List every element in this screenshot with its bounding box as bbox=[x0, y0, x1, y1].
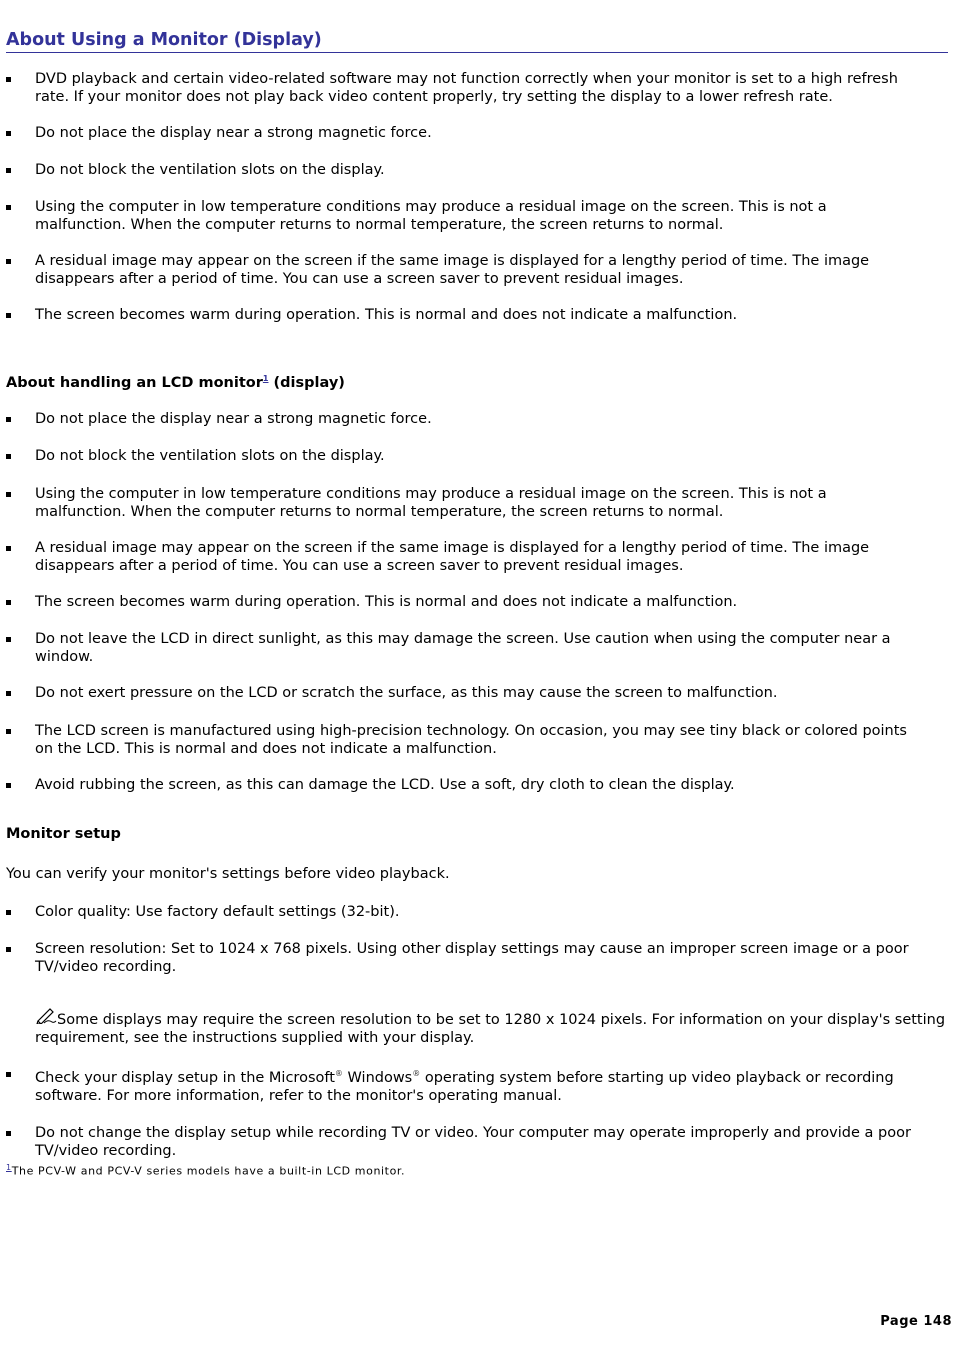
bullet-icon bbox=[6, 454, 11, 459]
pencil-note-icon bbox=[35, 1006, 57, 1029]
list-item: Using the computer in low temperature conditions may produce a residual image on the screen. This is not a malfunction. When the computer returns to normal temperature, the screen returns to normal. bbox=[6, 485, 921, 521]
list-item: Screen resolution: Set to 1024 x 768 pixels. Using other display settings may cause an improper screen image or a poor TV/video recording. bbox=[6, 940, 921, 976]
bullet-icon bbox=[6, 729, 11, 734]
list-item: Do not leave the LCD in direct sunlight, as this may damage the screen. Use caution when using the computer near a window. bbox=[6, 630, 921, 666]
list-item: DVD playback and certain video-related software may not function correctly when your monitor is set to a high refresh rate. If your monitor does not play back video content properly, try setting the display to a lower refresh rate. bbox=[6, 70, 921, 106]
list-item: Do not block the ventilation slots on the display. bbox=[6, 161, 921, 179]
section-heading-lcd: About handling an LCD monitor$^1$ (display) bbox=[6, 374, 345, 391]
bullet-icon bbox=[6, 637, 11, 642]
list-item: Do not exert pressure on the LCD or scratch the surface, as this may cause the screen to malfunction. bbox=[6, 684, 921, 702]
section3-list-b bbox=[6, 1065, 921, 1160]
note-box: Some displays may require the screen resolution to be set to 1280 x 1024 pixels. For information on your display's setting requirement, see the instructions supplied with your display. bbox=[35, 1006, 947, 1047]
intro-paragraph: You can verify your monitor's settings before video playback. bbox=[6, 866, 450, 882]
section-heading-monitor-setup: Monitor setup bbox=[6, 826, 121, 842]
list-item: The LCD screen is manufactured using high-precision technology. On occasion, you may see tiny black or colored points on the LCD. This is normal and does not indicate a malfunction. bbox=[6, 722, 921, 758]
footnote-link[interactable]: 1 bbox=[262, 374, 269, 383]
bullet-icon bbox=[6, 1072, 11, 1077]
list-item: Check your display setup in the Microsoft® Windows® operating system before starting up video playback or recording software. For more information, refer to the monitor's operating manual. bbox=[6, 1065, 921, 1105]
registered-mark: ® bbox=[412, 1069, 421, 1078]
list-item: Do not place the display near a strong magnetic force. bbox=[6, 410, 921, 428]
bullet-icon bbox=[6, 77, 11, 82]
list-item: Do not change the display setup while recording TV or video. Your computer may operate improperly and provide a poor TV/video recording. bbox=[6, 1124, 921, 1160]
section2-list bbox=[6, 410, 921, 794]
bullet-icon bbox=[6, 168, 11, 173]
list-item: Using the computer in low temperature conditions may produce a residual image on the screen. This is not a malfunction. When the computer returns to normal temperature, the screen returns to normal. bbox=[6, 198, 921, 234]
section3-list-a bbox=[6, 903, 921, 976]
bullet-icon bbox=[6, 417, 11, 422]
registered-mark: ® bbox=[334, 1069, 343, 1078]
list-item: Do not place the display near a strong magnetic force. bbox=[6, 124, 921, 142]
page-title: About Using a Monitor (Display) bbox=[6, 30, 948, 53]
list-item: A residual image may appear on the screen if the same image is displayed for a lengthy period of time. The image disappears after a period of time. You can use a screen saver to prevent residual images. bbox=[6, 252, 921, 288]
bullet-icon bbox=[6, 259, 11, 264]
list-item: A residual image may appear on the screen if the same image is displayed for a lengthy period of time. The image disappears after a period of time. You can use a screen saver to prevent residual images. bbox=[6, 539, 921, 575]
section1-list bbox=[6, 70, 921, 324]
bullet-icon bbox=[6, 783, 11, 788]
footnote: $^1$The PCV-W and PCV-V series models have a built-in LCD monitor. bbox=[6, 1163, 406, 1178]
page-number: Page 148 bbox=[880, 1314, 952, 1329]
bullet-icon bbox=[6, 313, 11, 318]
list-item: Avoid rubbing the screen, as this can damage the LCD. Use a soft, dry cloth to clean the display. bbox=[6, 776, 921, 794]
list-item: The screen becomes warm during operation. This is normal and does not indicate a malfunction. bbox=[6, 593, 921, 611]
bullet-icon bbox=[6, 205, 11, 210]
bullet-icon bbox=[6, 691, 11, 696]
bullet-icon bbox=[6, 546, 11, 551]
bullet-icon bbox=[6, 910, 11, 915]
bullet-icon bbox=[6, 1131, 11, 1136]
bullet-icon bbox=[6, 131, 11, 136]
bullet-icon bbox=[6, 600, 11, 605]
list-item: Color quality: Use factory default settings (32-bit). bbox=[6, 903, 921, 921]
bullet-icon bbox=[6, 492, 11, 497]
bullet-icon bbox=[6, 947, 11, 952]
list-item: Do not block the ventilation slots on the display. bbox=[6, 447, 921, 465]
footnote-anchor[interactable]: 1 bbox=[6, 1163, 12, 1172]
list-item: The screen becomes warm during operation. This is normal and does not indicate a malfunction. bbox=[6, 306, 921, 324]
